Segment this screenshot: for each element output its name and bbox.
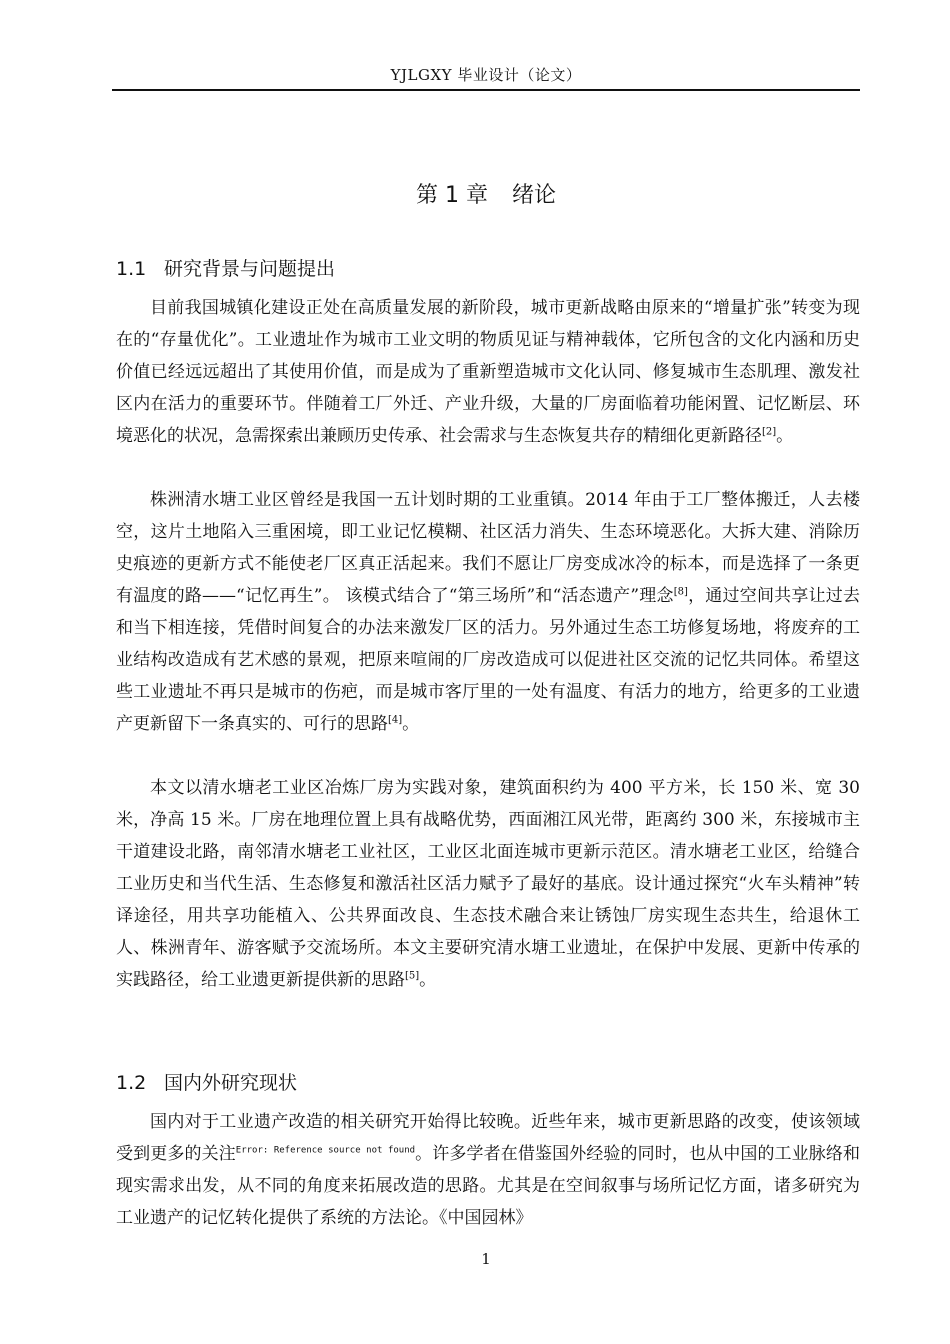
- reference-error-text: Error: Reference source not found: [235, 1145, 416, 1156]
- section-title: 国内外研究现状: [164, 1072, 298, 1094]
- section-number: 1.2: [116, 1072, 147, 1094]
- paragraph-text: 株洲清水塘工业区曾经是我国一五计划时期的工业重镇。2014 年由于工厂整体搬迁，人去楼空，这片土地陷入三重困境，即工业记忆模糊、社区活力消失、生态环境恶化。大拆大建、消除历史痕迹的更新方式不能使老厂区真正活起来。我们不愿让厂房变成冰冷的标本，而是选择了一条更有温度的路——“记忆再生”。 该模式结合了“第三场所”和“活态遗产”理念: [116, 490, 860, 606]
- paragraph-text: 。许多学者在借鉴国外经验的同时，也从中国的工业脉络和现实需求出发，从不同的角度来拓展改造的思路。尤其是在空间叙事与场所记忆方面，诸多研究为工业遗产的记忆转化提供了系统的方法论。《中国园林》: [116, 1144, 861, 1228]
- paragraph-background: [116, 292, 860, 452]
- chapter-number: 第 1 章: [416, 183, 488, 208]
- paragraph-text: ，通过空间共享让过去和当下相连接，凭借时间复合的办法来激发厂区的活力。另外通过生态工坊修复场地，将废弃的工业结构改造成有艺术感的景观，把原来喧闹的厂房改造成可以促进社区交流的记忆共同体。希望这些工业遗址不再只是城市的伤疤，而是城市客厅里的一处有温度、有活力的地方，给更多的工业遗产更新留下一条真实的、可行的思路: [116, 586, 860, 734]
- citation-ref: [2]: [762, 426, 777, 438]
- paragraph-text: 。: [402, 714, 420, 734]
- paragraph-qingshuitang: [116, 484, 860, 740]
- section-heading-1-1: [116, 254, 335, 281]
- paragraph-text: 目前我国城镇化建设正处在高质量发展的新阶段，城市更新战略由原来的“增量扩张”转变为现在的“存量优化”。工业遗址作为城市工业文明的物质见证与精神载体，它所包含的文化内涵和历史价值已经远远超出了其使用价值，而是成为了重新塑造城市文化认同、修复城市生态肌理、激发社区内在活力的重要环节。伴随着工厂外迁、产业升级，大量的厂房面临着功能闲置、记忆断层、环境恶化的状况，急需探索出兼顾历史传承、社会需求与生态恢复共存的精细化更新路径: [116, 298, 860, 446]
- page-header: YJLGXY 毕业设计（论文）: [112, 64, 860, 91]
- citation-ref: [5]: [405, 970, 420, 982]
- citation-ref: [8]: [673, 586, 688, 598]
- section-heading-1-2: [116, 1068, 297, 1095]
- paragraph-text: 。: [419, 970, 437, 990]
- page-number: 1: [481, 1250, 491, 1268]
- citation-ref: [4]: [388, 714, 403, 726]
- paragraph-text: 。: [776, 426, 794, 446]
- chapter-title: [112, 178, 860, 209]
- section-number: 1.1: [116, 258, 147, 280]
- paragraph-site: [116, 772, 860, 996]
- paragraph-text: 国内对于工业遗产改造的相关研究开始得比较晚。近些年来，城市更新思路的改变，使该领域受到更多的关注: [116, 1112, 860, 1164]
- paragraph-text: 本文以清水塘老工业区冶炼厂房为实践对象，建筑面积约为 400 平方米，长 150 米、宽 30 米，净高 15 米。厂房在地理位置上具有战略优势，西面湘江风光带，距离约 300 米，东接城市主干道建设北路，南邻清水塘老工业社区，工业区北面连城市更新示范区。清水塘老工业区，给缝合工业历史和当代生活、生态修复和激活社区活力赋予了最好的基底。设计通过探究“火车头精神”转译途径，用共享功能植入、公共界面改良、生态技术融合来让锈蚀厂房实现生态共生，给退休工人、株洲青年、游客赋予交流场所。本文主要研究清水塘工业遗址，在保护中发展、更新中传承的实践路径，给工业遗更新提供新的思路: [116, 778, 860, 990]
- paragraph-domestic-research: [116, 1106, 860, 1234]
- chapter-name: 绪论: [511, 183, 556, 208]
- section-title: 研究背景与问题提出: [164, 258, 336, 280]
